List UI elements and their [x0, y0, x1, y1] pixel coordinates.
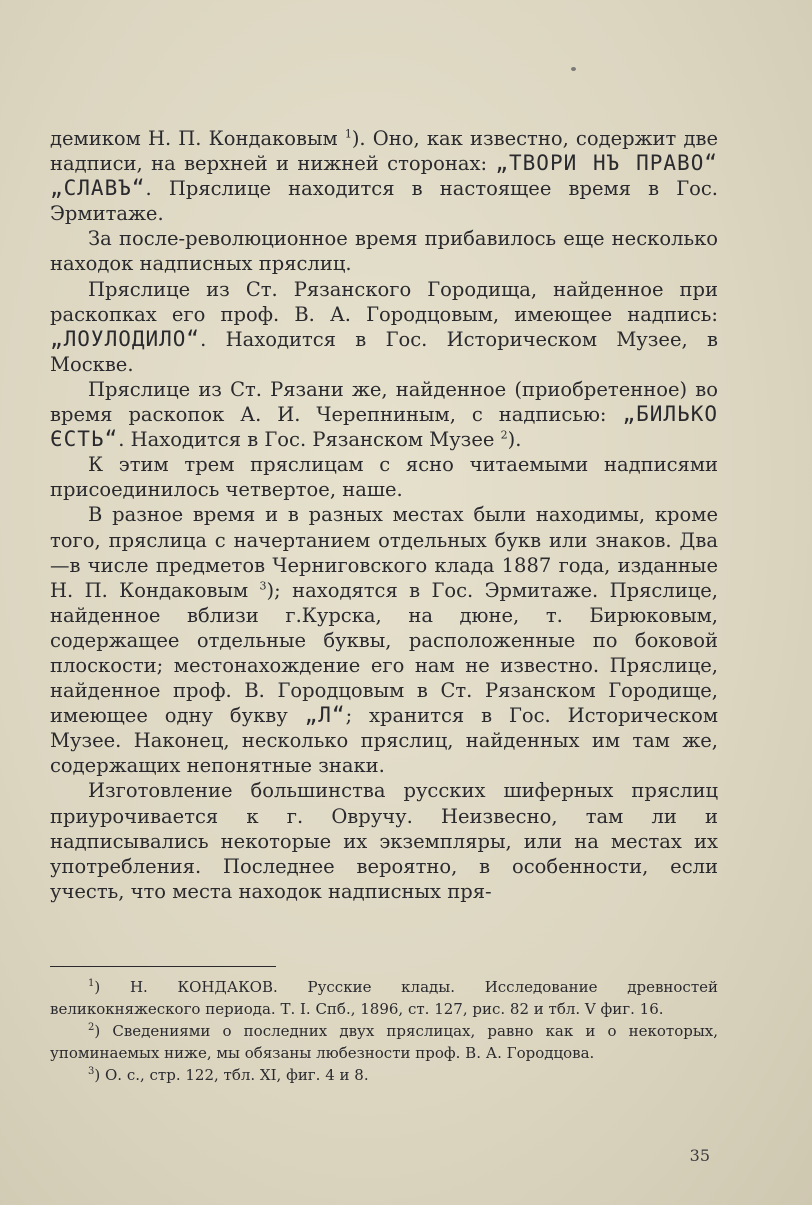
paragraph	[50, 226, 718, 276]
text-run: демиком Н. П. Кондаковым	[50, 127, 345, 150]
text-run: ).	[507, 428, 522, 452]
inscription: „Л“	[304, 703, 346, 728]
footnote-number: 1	[88, 978, 95, 989]
paragraph	[50, 452, 718, 502]
footnote	[50, 976, 718, 1020]
text-run: К этим трем пряслицам с ясно читаемыми надписями присоединилось четвертое, наше.	[50, 453, 718, 502]
footnote-number: 2	[88, 1022, 95, 1033]
text-run: . Находится в Гос. Историческом Музее, в Москве.	[50, 327, 718, 376]
footnote-ref: 1	[344, 127, 352, 141]
text-run: В разное время и в разных местах были находимы, кроме того, пряслица с начертанием отдельных букв или знаков. Два—в числе предметов Черниговского клада 1887 года, изданные Н. П. Кондаковым	[50, 503, 718, 602]
text-run: Изготовление большинства русских шиферных пряслиц приурочивается к г. Овручу. Неизвесно, там ли и надписывались некоторые их экземпляры, или на местах их употребления. Последнее вероятно, в особенности, если учесть, что места находок надписных пря-	[50, 779, 718, 903]
inscription: „БИЛЬКО ЄСТЬ“	[50, 402, 718, 452]
text-run: . Находится в Гос. Рязанском Музее	[118, 428, 501, 452]
inscription: „ТВОРИ НЪ ПРАВО“ „СЛАВЪ“	[50, 151, 718, 201]
footnote-text: ) О. с., стр. 122, тбл. XI, фиг. 4 и 8.	[94, 1066, 369, 1084]
text-run: . Пряслице находится в настоящее время в Гос. Эрмитаже.	[50, 177, 718, 226]
footnote-text: ) Сведениями о последних двух пряслицах, равно как и о некоторых, упоминаемых ниже, мы обязаны любезности проф. В. А. Городцова.	[50, 1022, 718, 1062]
paragraph	[50, 126, 718, 226]
text-run: За после-революционное время прибавилось еще несколько находок надписных пряслиц.	[50, 227, 718, 276]
text-run: ). Оно, как известно, содержит две надписи, на верхней и нижней сторонах:	[50, 127, 718, 176]
footnote-number: 3	[88, 1066, 95, 1077]
inscription: „ЛОУЛОДИЛО“	[50, 326, 201, 351]
paragraph	[50, 277, 718, 377]
footnote-ref: 2	[500, 428, 508, 442]
footnote	[50, 1020, 718, 1064]
footnotes	[50, 976, 718, 1086]
text-run: Пряслице из Ст. Рязанского Городища, найденное при раскопках его проф. В. А. Городцовым, имеющее надпись:	[50, 277, 718, 326]
paragraph	[50, 778, 718, 903]
page-number: 35	[689, 1146, 710, 1165]
paragraph	[50, 502, 718, 778]
print-speck	[571, 67, 576, 71]
footnote-ref: 3	[259, 579, 267, 593]
paragraph	[50, 377, 718, 452]
text-run: ; хранится в Гос. Историческом Музее. Наконец, несколько пряслиц, найденных им там же, содержащих непонятные знаки.	[50, 704, 718, 778]
footnote-text: ) Н. КОНДАКОВ. Русские клады. Исследование древностей великокняжеского периода. Т. I. Спб., 1896, ст. 127, рис. 82 и тбл. V фиг. 16.	[50, 978, 718, 1018]
footnote-rule	[50, 966, 276, 967]
footnote	[50, 1064, 718, 1086]
main-text	[50, 126, 718, 904]
text-run: ); находятся в Гос. Эрмитаже. Пряслице, найденное вблизи г.Курска, на дюне, т. Бирюковым, содержащее отдельные буквы, расположенные по боковой плоскости; местонахождение его нам не известно. Пряслице, найденное проф. В. Городцовым в Ст. Рязанском Городище, имеющее одну букву	[50, 578, 718, 728]
text-run: Пряслице из Ст. Рязани же, найденное (приобретенное) во время раскопок А. И. Черепниным, с надписью:	[50, 377, 718, 427]
